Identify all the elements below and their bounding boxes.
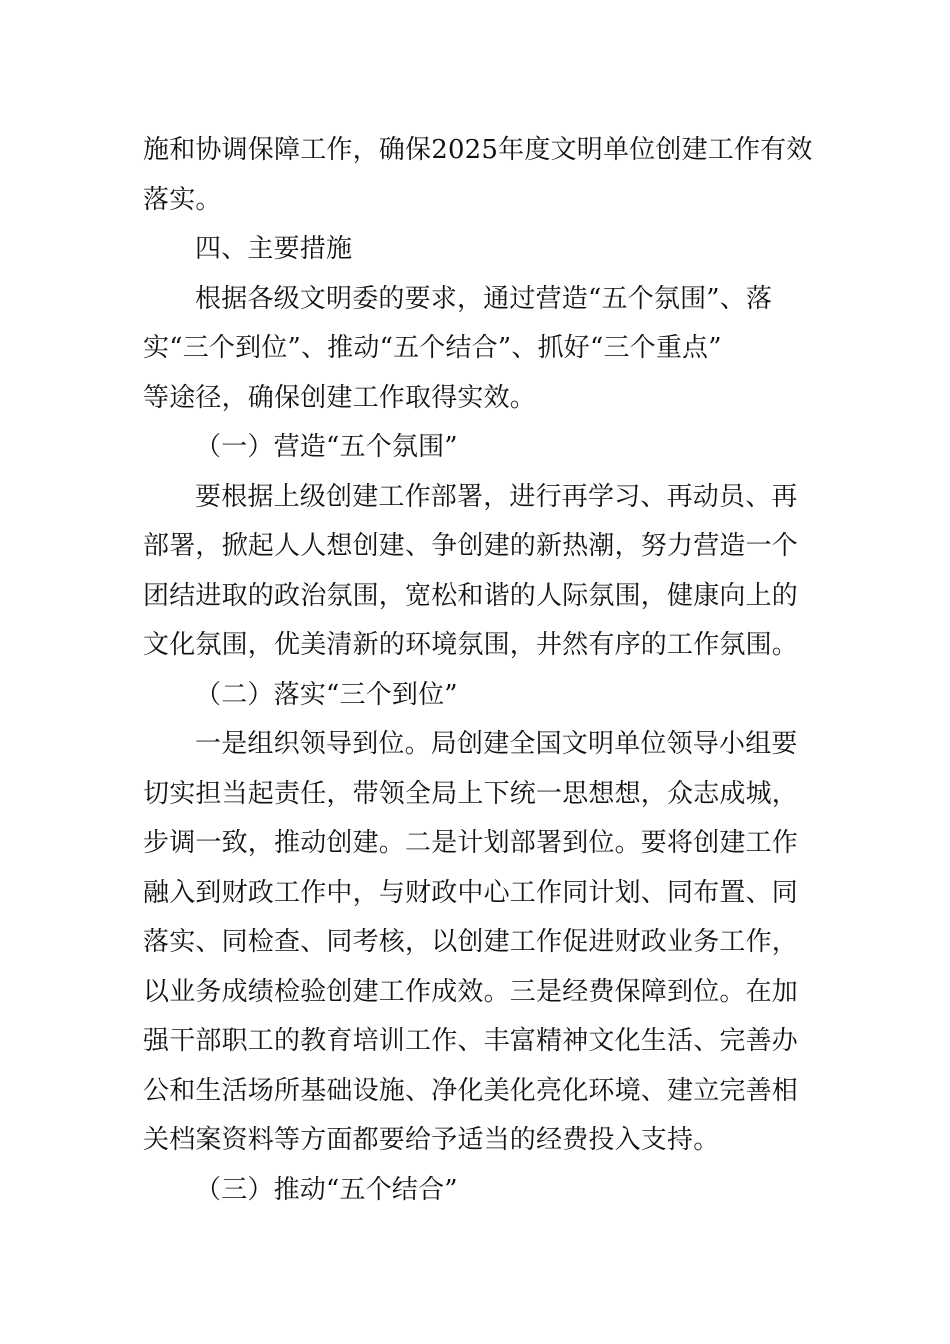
paragraph-line: 落实。 (143, 184, 222, 215)
paragraph-line: 团结进取的政治氛围，宽松和谐的人际氛围，健康向上的 (143, 580, 799, 611)
paragraph-line: 关档案资料等方面都要给予适当的经费投入支持。 (143, 1125, 720, 1155)
subsection-heading: （一）营造“五个氛围” (195, 432, 458, 462)
subsection-heading: （二）落实“三个到位” (195, 679, 458, 710)
paragraph-line: 步调一致，推动创建。二是计划部署到位。要将创建工作 (143, 828, 799, 858)
section-heading: 四、主要措施 (195, 234, 353, 264)
paragraph-line: 以业务成绩检验创建工作成效。三是经费保障到位。在加 (143, 976, 799, 1007)
document-body (143, 126, 813, 1215)
paragraph-line: 文化氛围，优美清新的环境氛围，井然有序的工作氛围。 (143, 630, 799, 660)
paragraph-line: 要根据上级创建工作部署，进行再学习、再动员、再 (195, 481, 798, 512)
paragraph-line: 部署，掀起人人想创建、争创建的新热潮，努力营造一个 (143, 531, 799, 561)
paragraph-line: 强干部职工的教育培训工作、丰富精神文化生活、完善办 (143, 1026, 799, 1056)
paragraph-line: 实“三个到位”、推动“五个结合”、抓好“三个重点” (143, 333, 722, 363)
paragraph-line: 落实、同检查、同考核，以创建工作促进财政业务工作， (143, 927, 799, 957)
paragraph-line: 施和协调保障工作，确保2025年度文明单位创建工作有效 (143, 135, 813, 165)
paragraph-line: 根据各级文明委的要求，通过营造“五个氛围”、落 (195, 283, 773, 314)
paragraph-line: 融入到财政工作中，与财政中心工作同计划、同布置、同 (143, 877, 799, 908)
paragraph-line: 公和生活场所基础设施、净化美化亮化环境、建立完善相 (143, 1075, 799, 1106)
paragraph-line: 一是组织领导到位。局创建全国文明单位领导小组要 (195, 729, 798, 759)
paragraph-line: 切实担当起责任，带领全局上下统一思想想，众志成城， (143, 778, 799, 809)
paragraph-line: 等途径，确保创建工作取得实效。 (143, 382, 537, 413)
subsection-heading: （三）推动“五个结合” (195, 1174, 458, 1205)
